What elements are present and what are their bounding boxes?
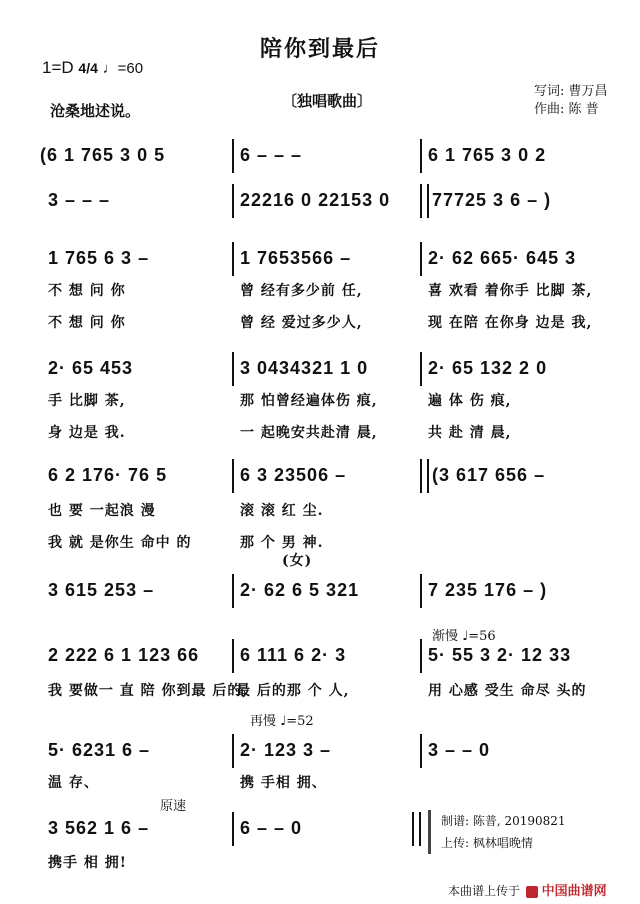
barline <box>232 812 234 846</box>
measure: 2 222 6 1 123 66 <box>48 645 200 665</box>
barline <box>232 734 234 768</box>
measure: 77725 3 6 – ) <box>432 190 552 210</box>
tempo-marking: ♩=60 <box>102 60 144 77</box>
tempo-change: 再慢 ♩=52 <box>250 714 314 729</box>
measure: 22216 0 22153 0 <box>240 190 391 210</box>
barline <box>420 352 422 386</box>
logo-icon <box>526 886 538 898</box>
barline <box>232 639 234 673</box>
barline <box>232 242 234 276</box>
staff-4 <box>40 358 610 388</box>
stamp-line-2: 上传: 枫林唱晚情 <box>441 836 533 850</box>
staff-3 <box>40 248 610 278</box>
lyric-line: 共 赴 清 晨, <box>428 425 512 441</box>
measure: 3 562 1 6 – <box>48 818 150 838</box>
lyric-line: 手 比脚 茶, <box>48 393 126 409</box>
time-signature: 4/4 <box>78 60 98 76</box>
lyric-line: 不 想 问 你 <box>48 283 126 299</box>
measure: 3 – – 0 <box>428 740 491 760</box>
lyric-line: 用 心感 受生 命尽 头的 <box>428 683 587 699</box>
measure: 6 111 6 2· 3 <box>240 645 347 665</box>
measure: 3 0434321 1 0 <box>240 358 369 378</box>
barline <box>420 242 422 276</box>
lyric-line: 身 边是 我. <box>48 425 126 441</box>
lyric-line: 最 后的那 个 人, <box>236 683 350 699</box>
footer-text: 本曲谱上传于 <box>448 884 521 898</box>
transcriber-stamp <box>428 810 566 854</box>
barline <box>232 574 234 608</box>
barline <box>420 139 422 173</box>
measure: 2· 62 665· 645 3 <box>428 248 577 268</box>
measure: 5· 55 3 2· 12 33 <box>428 645 572 665</box>
lyric-line: 曾 经有多少前 任, <box>240 283 363 299</box>
measure: 2· 62 6 5 321 <box>240 580 360 600</box>
staff-2 <box>40 190 610 220</box>
lyric-line: 现 在陪 在你身 边是 我, <box>428 315 593 331</box>
barline <box>232 139 234 173</box>
staff-6 <box>40 580 610 610</box>
lyric-line: 不 想 问 你 <box>48 315 126 331</box>
measure: 7 235 176 – ) <box>428 580 548 600</box>
measure: 2· 123 3 – <box>240 740 332 760</box>
lyric-line: 我 就 是你生 命中 的 <box>48 535 192 551</box>
lyric-line: 携手 相 拥! <box>48 855 127 871</box>
barline-double <box>420 459 429 493</box>
measure: 1 765 6 3 – <box>48 248 150 268</box>
lyric-line: 滚 滚 红 尘. <box>240 503 324 519</box>
lyric-line: 也 要 一起浪 漫 <box>48 503 156 519</box>
barline <box>420 734 422 768</box>
stamp-line-1: 制谱: 陈普, 20190821 <box>441 814 566 828</box>
barline-final <box>412 812 421 846</box>
staff-5 <box>40 465 610 495</box>
lyric-line: 携 手相 拥、 <box>240 775 327 791</box>
lyric-line: 那 怕曾经遍体伤 痕, <box>240 393 378 409</box>
measure: 5· 6231 6 – <box>48 740 151 760</box>
composer-credit: 作曲: 陈 普 <box>534 102 599 117</box>
logo-text: 中国曲谱网 <box>541 883 607 898</box>
staff-8 <box>40 740 610 770</box>
page-title: 陪你到最后 <box>259 36 380 62</box>
measure: 6 – – 0 <box>240 818 303 838</box>
measure: 3 615 253 – <box>48 580 155 600</box>
intro-text: 沧桑地述说。 <box>50 102 141 120</box>
staff-9 <box>40 818 420 848</box>
lyric-line: 我 要做一 直 陪 你到最 后的, <box>48 683 249 699</box>
tempo-change: 原速 <box>160 799 187 814</box>
measure: 6 2 176· 76 5 <box>48 465 168 485</box>
measure: 1 7653566 – <box>240 248 352 268</box>
barline <box>232 459 234 493</box>
lyric-line: 一 起晚安共赴清 晨, <box>240 425 378 441</box>
staff-7 <box>40 645 610 675</box>
key-label: 1=D <box>42 58 74 77</box>
site-logo[interactable] <box>526 880 607 899</box>
barline <box>232 184 234 218</box>
barline-double <box>420 184 429 218</box>
lyricist-credit: 写词: 曹万昌 <box>534 84 608 99</box>
staff-1 <box>40 145 610 175</box>
measure: 6 3 23506 – <box>240 465 347 485</box>
part-label: (女) <box>282 553 313 569</box>
lyric-line: 喜 欢看 着你手 比脚 茶, <box>428 283 593 299</box>
measure: 6 – – – <box>240 145 303 165</box>
lyric-line: 温 存、 <box>48 775 99 791</box>
tempo-change: 渐慢 ♩=56 <box>432 629 496 644</box>
subtitle: 〔独唱歌曲〕 <box>282 92 373 110</box>
barline <box>420 574 422 608</box>
measure: 6 1 765 3 0 2 <box>428 145 547 165</box>
measure: 2· 65 453 <box>48 358 134 378</box>
lyric-line: 那 个 男 神. <box>240 535 324 551</box>
measure: 2· 65 132 2 0 <box>428 358 548 378</box>
measure: (6 1 765 3 0 5 <box>40 145 166 165</box>
barline <box>232 352 234 386</box>
key-signature <box>42 58 143 78</box>
measure: (3 617 656 – <box>432 465 546 485</box>
barline <box>420 639 422 673</box>
lyric-line: 遍 体 伤 痕, <box>428 393 512 409</box>
measure: 3 – – – <box>48 190 111 210</box>
lyric-line: 曾 经 爱过多少人, <box>240 315 363 331</box>
